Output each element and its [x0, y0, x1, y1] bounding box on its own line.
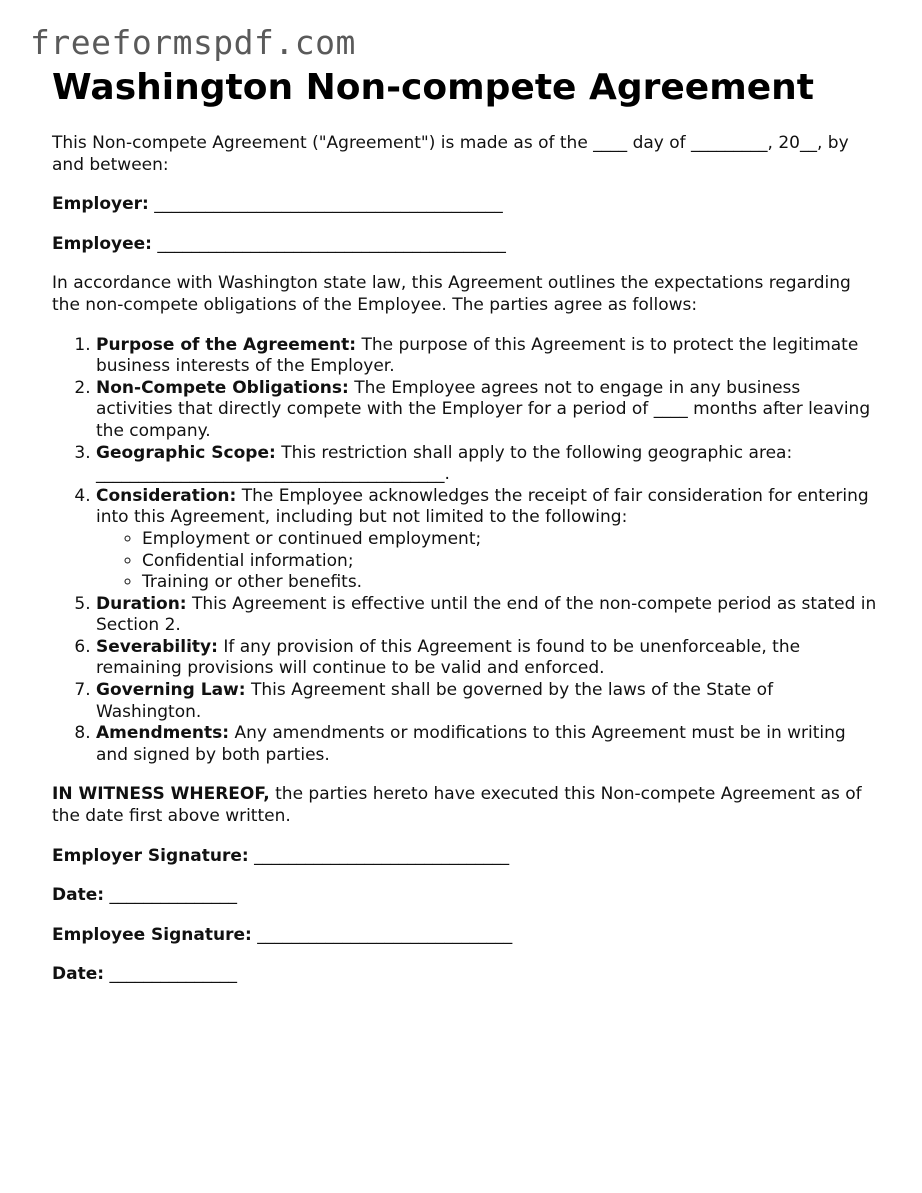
- section-text: This Agreement is effective until the end of the non-compete period as stated in Section 2.: [96, 593, 877, 636]
- section-text: The Employee agrees not to engage in any business activities that directly compete with the Employer for a period of ____ months after leaving the company.: [96, 377, 871, 441]
- employer-blank: _________________________________________: [154, 194, 503, 215]
- employee-blank: _________________________________________: [157, 233, 506, 254]
- section-item: [96, 443, 882, 486]
- sublist-item: ◦ Confidential information;: [142, 551, 882, 573]
- section-text: This Agreement shall be governed by the laws of the State of Washington.: [96, 680, 774, 722]
- employer-label: Employer:: [52, 194, 149, 215]
- employer-signature-label: Employer Signature:: [52, 845, 249, 866]
- witness-text: the parties hereto have executed this Non-compete Agreement as of the date first above written.: [52, 784, 862, 827]
- section-heading: Amendments:: [96, 723, 230, 744]
- section-item: [96, 378, 882, 443]
- sublist-item: ◦ Employment or continued employment;: [142, 529, 882, 551]
- employer-signature-blank: ______________________________: [254, 845, 510, 866]
- witness-paragraph: [52, 784, 882, 827]
- section-heading: Purpose of the Agreement:: [96, 334, 357, 355]
- document-page: [52, 66, 882, 986]
- employee-signature-line: [52, 925, 882, 947]
- section-text: This restriction shall apply to the following geographic area: _________________________________________.: [96, 442, 793, 485]
- section-text: Any amendments or modifications to this Agreement must be in writing and signed by both parties.: [96, 723, 846, 765]
- section-text: The Employee acknowledges the receipt of fair consideration for entering into this Agreement, including but not limited to the following:: [96, 485, 869, 528]
- witness-heading: IN WITNESS WHEREOF,: [52, 784, 270, 805]
- section-item: [96, 680, 882, 723]
- section-heading: Severability:: [96, 636, 218, 657]
- section-item: [96, 594, 882, 637]
- section-heading: Governing Law:: [96, 680, 246, 701]
- section-heading: Non-Compete Obligations:: [96, 377, 349, 398]
- accordance-paragraph: In accordance with Washington state law, this Agreement outlines the expectations regarding the non-compete obligations of the Employee. The parties agree as follows:: [52, 273, 851, 315]
- employee-label: Employee:: [52, 233, 152, 254]
- consideration-sublist: [96, 529, 882, 594]
- section-item: [96, 637, 882, 680]
- employee-date-label: Date:: [52, 964, 105, 985]
- sublist-item: ◦ Training or other benefits.: [142, 572, 882, 594]
- watermark-logo-text: freeformspdf.com: [30, 23, 356, 62]
- document-title: Washington Non-compete Agreement: [52, 67, 814, 108]
- employee-field: [52, 234, 882, 256]
- employee-signature-label: Employee Signature:: [52, 924, 252, 945]
- employer-signature-line: [52, 846, 882, 868]
- employer-date-line: [52, 885, 882, 907]
- section-heading: Geographic Scope:: [96, 442, 276, 463]
- section-heading: Consideration:: [96, 485, 237, 506]
- section-item: [96, 335, 882, 378]
- agreement-sections-list: [52, 335, 882, 767]
- intro-paragraph: This Non-compete Agreement ("Agreement") is made as of the ____ day of _________, 20__, by and between:: [52, 133, 849, 175]
- section-item: [96, 723, 882, 766]
- employee-date-blank: _______________: [109, 964, 237, 985]
- section-item: [96, 486, 882, 594]
- employee-signature-blank: ______________________________: [257, 924, 513, 945]
- section-text: If any provision of this Agreement is found to be unenforceable, the remaining provisions will continue to be valid and enforced.: [96, 636, 801, 679]
- section-text: The purpose of this Agreement is to protect the legitimate business interests of the Employer.: [96, 334, 859, 377]
- employee-date-line: [52, 964, 882, 986]
- employer-date-blank: _______________: [109, 885, 237, 906]
- employer-date-label: Date:: [52, 885, 105, 906]
- section-heading: Duration:: [96, 593, 187, 614]
- employer-field: [52, 194, 882, 216]
